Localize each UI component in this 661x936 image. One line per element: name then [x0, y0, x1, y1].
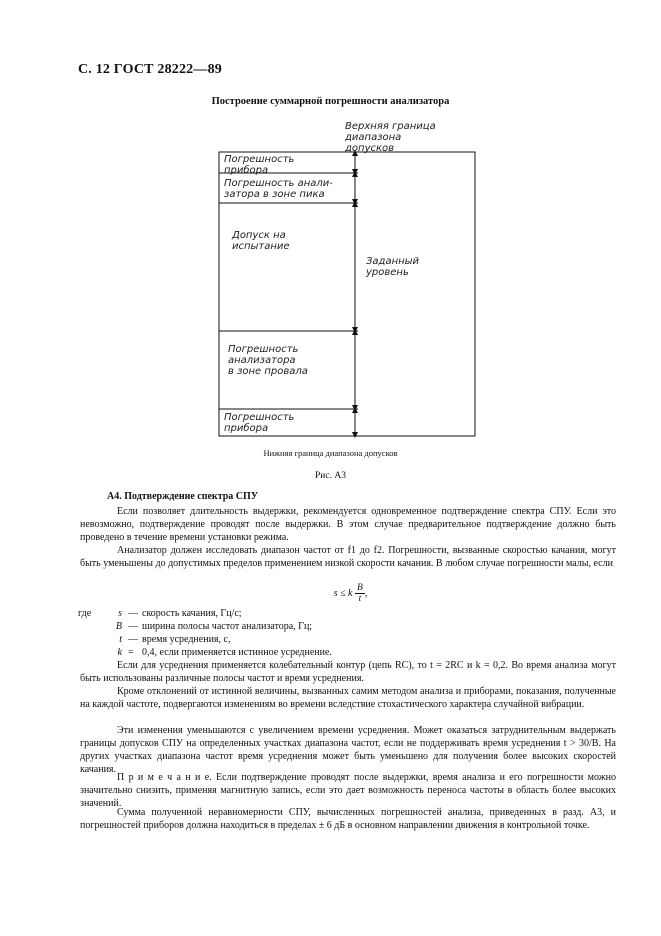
paragraph-6: Сумма полученной неравномерности СПУ, вычисленных погрешностей анализа, приведенных в разд. А3, и погрешностей приборов должна находиться в пределах ± 6 дБ в основном направлении движения в контрольной точке.	[80, 807, 616, 831]
segment-instrument-error-top: Погрешность прибора	[224, 154, 295, 176]
note: П р и м е ч а н и е. Если подтверждение проводят после выдержки, время анализа и его погрешности можно значительно снизить, применяя магнитную запись, если это дает возможность переноса частоты в область более высоких значений.	[80, 772, 616, 809]
paragraph-3: Если для усреднения применяется колебательный контур (цепь RC), то t = 2RC и k = 0,2. Во время анализа могут быть использованы различные полосы частот и время усреднения.	[80, 660, 616, 684]
paragraph-4: Кроме отклонений от истинной величины, вызванных самим методом анализа и приборами, показания, полученные на каждой частоте, подвергаются изменениям во времени вследствие стохастического характера случайной вибрации.	[80, 686, 616, 710]
segment-test-tolerance: Допуск на испытание	[232, 230, 290, 252]
paragraph-1: Если позволяет длительность выдержки, рекомендуется одновременное подтверждение спектра СПУ. Если это невозможно, подтверждение проводят после выдержки. В этом случае предварительное подтверждение должно быть проведено в течение времени установки режима.	[80, 506, 616, 543]
set-level-label: Заданный уровень	[366, 256, 420, 278]
segment-instrument-error-bottom: Погрешность прибора	[224, 412, 295, 434]
figure-title: Построение суммарной погрешности анализатора	[211, 96, 450, 107]
figure-caption: Рис. А3	[315, 471, 346, 481]
lower-tolerance-label: Нижняя граница диапазона допусков	[263, 448, 398, 458]
section-title: А4. Подтверждение спектра СПУ	[107, 491, 259, 502]
paragraph-5: Эти изменения уменьшаются с увеличением времени усреднения. Может оказаться затруднительным выдержать границы допусков СПУ на определенных участках диапазона частот, если не поддерживать время усреднения t > 30/B. На других участках диапазона частот время усреднения может быть уменьшено для получения более высоких скоростей качания.	[80, 725, 616, 775]
paragraph-2: Анализатор должен исследовать диапазон частот от f1 до f2. Погрешности, вызванные скоростью качания, могут быть уменьшены до допустимых пределов применением низкой скорости качания. В любом случае погрешности малы, если	[80, 545, 616, 569]
page-header: С. 12 ГОСТ 28222—89	[78, 62, 222, 77]
definitions-list: где s — скорость качания, Гц/с; B — ширина полосы частот анализатора, Гц; t — время усреднения, с, k = 0,4, если применяется истинное усреднение.	[78, 608, 332, 658]
formula: s ≤ k $\frac{B}{t}$ ,	[333, 583, 368, 604]
segment-trough-error: Погрешность анализатора в зоне провала	[228, 344, 308, 377]
segment-peak-error: Погрешность анали- затора в зоне пика	[224, 178, 333, 200]
upper-tolerance-label: Верхняя граница диапазона допусков	[345, 121, 436, 154]
